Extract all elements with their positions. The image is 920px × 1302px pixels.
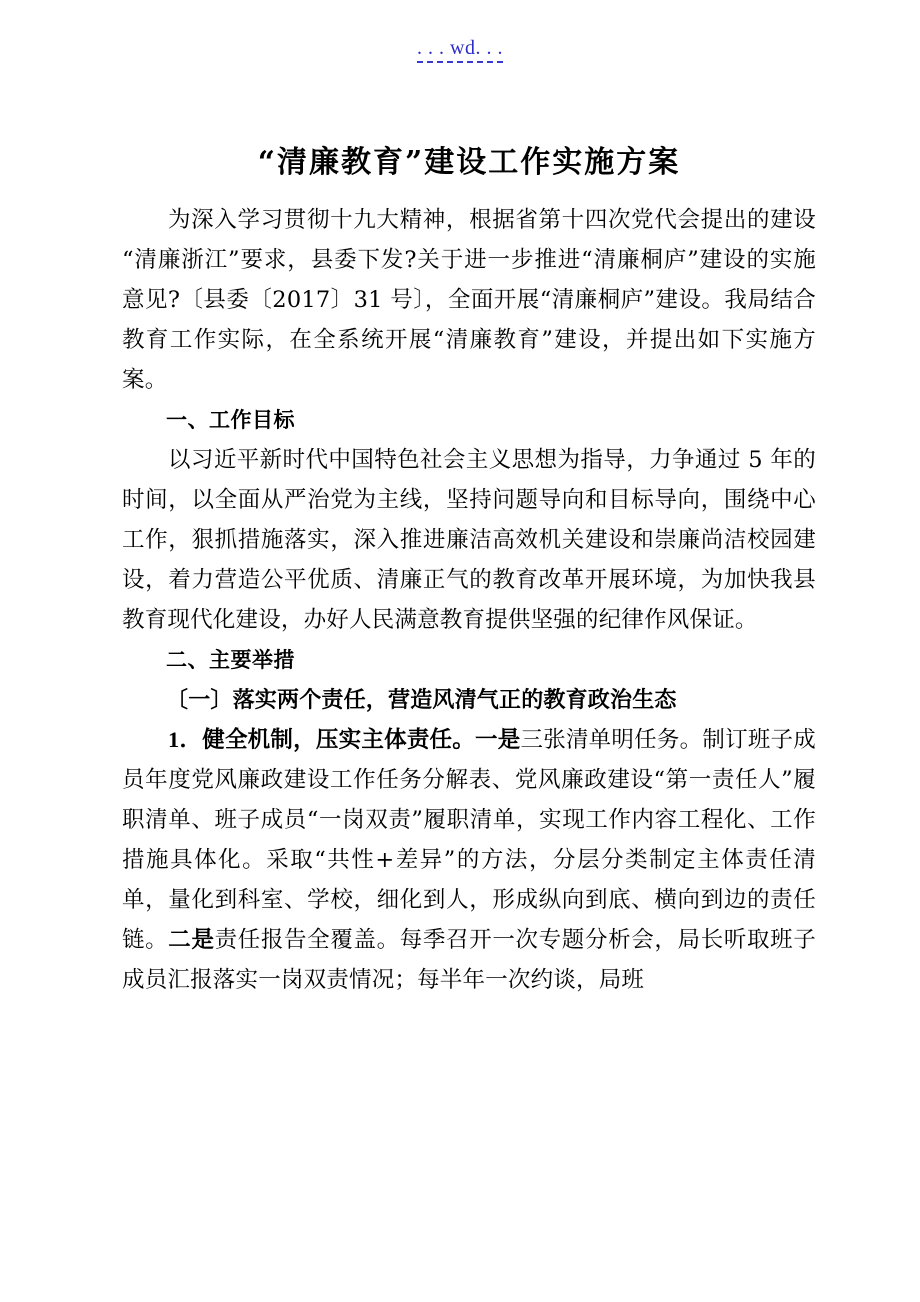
section-heading-main-measures: 二、主要举措 [166, 648, 295, 672]
paragraph-intro: 为深入学习贯彻十九大精神，根据省第十四次党代会提出的建设“清廉浙江”要求，县委下发?关于进一步推进“清廉桐庐”建设的实施意见?〔县委〔2017〕31 号〕，全面开展“清廉桐庐”建设。我局结合教育工作实际，在全系统开展“清廉教育”建设，并提出如下实施方案。 [122, 207, 816, 393]
subsection-heading-two-responsibilities: 〔一〕落实两个责任，营造风清气正的教育政治生态 [166, 687, 677, 713]
item-1-tail: 责任报告全覆盖。每季召开一次专题分析会，局长听取班子成员汇报落实一岗双责情况；每半年一次约谈，局班 [122, 927, 816, 993]
document-body [122, 140, 816, 1000]
item-1-lead-bold: 健全机制，压实主体责任。一是 [202, 727, 521, 753]
item-1-second-bold: 二是 [168, 927, 215, 953]
paragraph-item-1 [122, 720, 816, 1000]
page-header [0, 36, 920, 62]
document-title: “清廉教育”建设工作实施方案 [257, 145, 681, 180]
item-1-body: 三张清单明任务。制订班子成员年度党风廉政建设工作任务分解表、党风廉政建设“第一责任人”履职清单、班子成员“一岗双责”履职清单，实现工作内容工程化、工作措施具体化。采取“共性+差异”的方法，分层分类制定主体责任清单，量化到科室、学校，细化到人，形成纵向到底、横向到边的责任链。 [122, 727, 816, 953]
item-1-number: 1． [168, 727, 203, 752]
header-watermark-text: . . . wd. . . [417, 36, 503, 63]
paragraph-work-goals-body: 以习近平新时代中国特色社会主义思想为指导，力争通过 5 年的时间，以全面从严治党为主线，坚持问题导向和目标导向，围绕中心工作，狠抓措施落实，深入推进廉洁高效机关建设和崇廉尚洁校园建设，着力营造公平优质、清廉正气的教育改革开展环境，为加快我县教育现代化建设，办好人民满意教育提供坚强的纪律作风保证。 [122, 447, 816, 633]
section-heading-work-goals: 一、工作目标 [166, 408, 295, 432]
